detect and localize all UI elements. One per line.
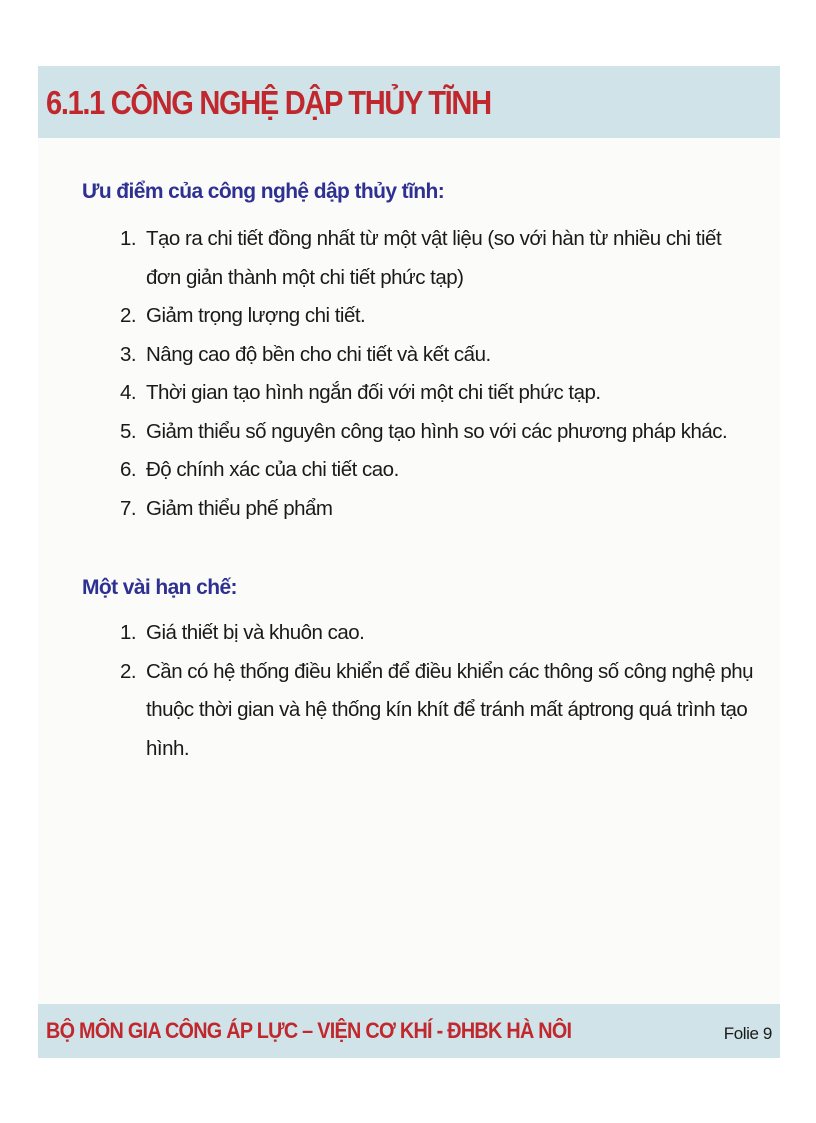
list-item-text: Giảm thiểu số nguyên công tạo hình so với các phương pháp khác. — [146, 419, 728, 443]
list-item — [120, 374, 760, 413]
list-item — [120, 490, 760, 529]
advantages-list — [120, 220, 760, 528]
list-item-number: 1. — [120, 227, 137, 250]
list-item — [120, 297, 760, 336]
list-item-number: 2. — [120, 659, 137, 683]
list-item-number: 6. — [120, 458, 137, 481]
list-item-number: 4. — [120, 381, 137, 404]
list-item-number: 1. — [120, 621, 137, 644]
footer-department: BỘ MÔN GIA CÔNG ÁP LỰC – VIỆN CƠ KHÍ - ĐHBK HÀ NÔI — [46, 1018, 572, 1043]
list-item-number: 5. — [120, 419, 137, 443]
list-item-text: Tạo ra chi tiết đồng nhất từ một vật liệu (so với hàn từ nhiều chi tiết đơn giản thành một chi tiết phức tạp) — [146, 227, 722, 289]
footer-bar — [38, 1004, 780, 1058]
list-item — [120, 413, 760, 452]
list-item-text: Độ chính xác của chi tiết cao. — [146, 458, 399, 481]
list-item-number: 3. — [120, 342, 137, 366]
list-item — [120, 614, 760, 653]
list-item-text: Nâng cao độ bền cho chi tiết và kết cấu. — [146, 342, 491, 366]
list-item-text: Giá thiết bị và khuôn cao. — [146, 621, 365, 644]
list-item-text: Giảm trọng lượng chi tiết. — [146, 304, 366, 327]
limitations-heading: Một vài hạn chế: — [82, 576, 237, 599]
list-item-text: Giảm thiểu phế phẩm — [146, 496, 333, 520]
list-item-number: 7. — [120, 496, 137, 520]
slide-title: 6.1.1 CÔNG NGHỆ DẬP THỦY TĨNH — [46, 84, 491, 121]
advantages-heading: Ưu điểm của công nghệ dập thủy tĩnh: — [82, 180, 445, 203]
title-bar — [38, 66, 780, 138]
slide-number: Folie 9 — [723, 1024, 772, 1043]
list-item-text: Thời gian tạo hình ngắn đối với một chi tiết phức tạp. — [146, 381, 601, 404]
list-item — [120, 336, 760, 375]
list-item — [120, 220, 760, 297]
list-item-text: Cần có hệ thống điều khiển để điều khiển các thông số công nghệ phụ thuộc thời gian và hệ thống kín khít để tránh mất áptrong quá trình tạo hình. — [146, 659, 754, 760]
slide — [38, 66, 780, 1058]
list-item — [120, 653, 760, 769]
limitations-list — [120, 614, 760, 768]
list-item-number: 2. — [120, 304, 137, 327]
list-item — [120, 451, 760, 490]
